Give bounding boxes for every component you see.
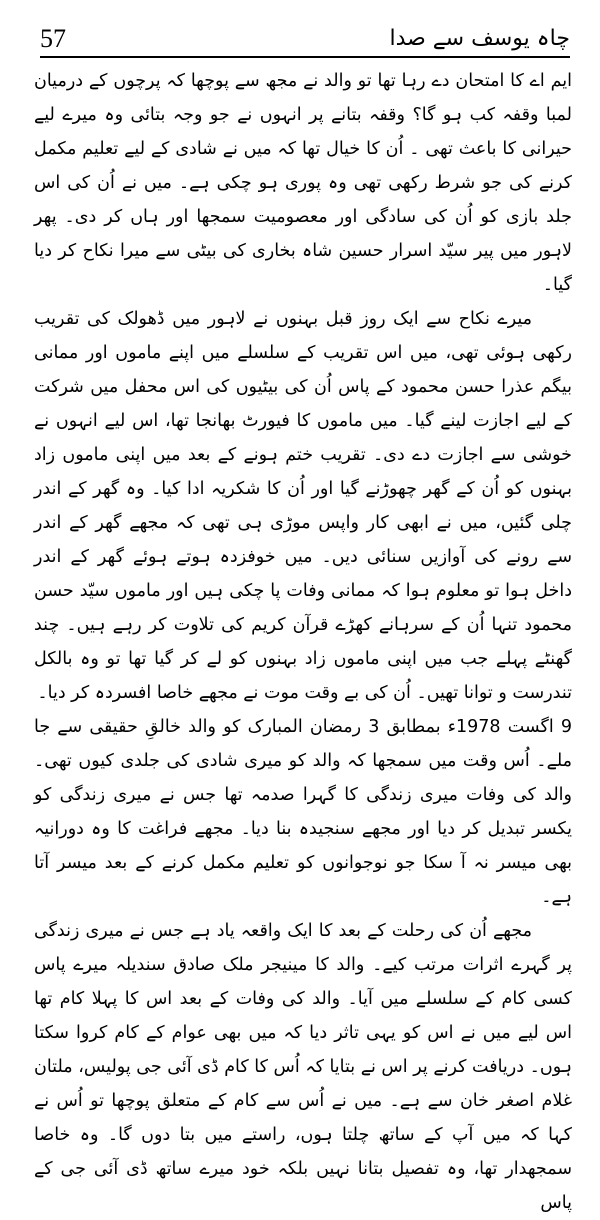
paragraph: ایم اے کا امتحان دے رہا تھا تو والد نے مجھ سے پوچھا کہ پرچوں کے درمیان لمبا وقفہ کب ہو گا؟ وقفہ بتانے پر انہوں نے جو وجہ بتائی وہ میرے لیے حیرانی کا باعث تھی ۔ اُن کا خیال تھا کہ میں نے شادی کے لیے تعلیم مکمل کرنے کی جو شرط رکھی تھی وہ پوری ہو چکی ہے۔ میں نے اُن کی اس جلد بازی کو اُن کی سادگی اور معصومیت سمجھا اور ہاں کر دی۔ پھر لاہور میں پیر سیّد اسرار حسین شاہ بخاری کی بیٹی سے میرا نکاح کر دیا گیا۔ [34,71,572,295]
page-number: 57 [40,24,66,53]
running-title: چاہ یوسف سے صدا [389,26,570,51]
paragraph: مجھے اُن کی رحلت کے بعد کا ایک واقعہ یاد ہے جس نے میری زندگی پر گہرے اثرات مرتب کیے۔ والد کا مینیجر ملک صادق سندیلہ میرے پاس کسی کام کے سلسلے میں آیا۔ والد کی وفات کے بعد اس کا پہلا کام تھا اس لیے میں نے اس کو یہی تاثر دیا کہ میں بھی عوام کے کام کروا سکتا ہوں۔ دریافت کرنے پر اس نے بتایا کہ اُس کا کام ڈی آئی جی پولیس، ملتان غلام اصغر خان سے ہے۔ میں نے اُس سے کام کے متعلق پوچھا تو اُس نے کہا کہ میں آپ کے ساتھ چلتا ہوں، راستے میں بتا دوں گا۔ وہ خاصا سمجھدار تھا، وہ تفصیل بتانا نہیں بلکہ خود میرے ساتھ ڈی آئی جی کے پاس [34,921,572,1213]
body-text [34,64,572,1220]
page-header [40,22,570,58]
paragraph: 9 اگست 1978ء بمطابق 3 رمضان المبارک کو والد خالقِ حقیقی سے جا ملے۔ اُس وقت میں سمجھا کہ والد کو میری شادی کی جلدی کیوں تھی۔ والد کی وفات میری زندگی کا گہرا صدمہ تھا جس نے میری زندگی کو یکسر تبدیل کر دیا اور مجھے سنجیدہ بنا دیا۔ مجھے فراغت کا وہ دورانیہ بھی میسر نہ آ سکا جو نوجوانوں کو تعلیم مکمل کرنے کے بعد میسر آتا ہے۔ [34,717,572,907]
paragraph: میرے نکاح سے ایک روز قبل بہنوں نے لاہور میں ڈھولک کی تقریب رکھی ہوئی تھی، میں اس تقریب کے سلسلے میں اپنے ماموں اور ممانی بیگم عذرا حسن محمود کے پاس اُن کی بیٹیوں کی اس محفل میں شرکت کے لیے اجازت لینے گیا۔ میں ماموں کا فیورٹ بھانجا تھا، اس لیے انہوں نے خوشی سے اجازت دے دی۔ تقریب ختم ہونے کے بعد میں اپنی ماموں زاد بہنوں کو اُن کے گھر چھوڑنے گیا اور اُن کا شکریہ ادا کیا۔ وہ گھر کے اندر چلی گئیں، میں نے ابھی کار واپس موڑی ہی تھی کہ مجھے گھر کے اندر سے رونے کی آوازیں سنائی دیں۔ میں خوفزدہ ہوتے ہوئے گھر کے اندر داخل ہوا تو معلوم ہوا کہ ممانی وفات پا چکی ہیں اور ماموں سیّد حسن محمود تنہا اُن کے سرہانے کھڑے قرآن کریم کی تلاوت کر رہے ہیں۔ چند گھنٹے پہلے جب میں اپنی ماموں زاد بہنوں کو لے کر گیا تھا تو وہ بالکل تندرست و توانا تھیں۔ اُن کی بے وقت موت نے مجھے خاصا افسردہ کر دیا۔ [34,309,572,703]
